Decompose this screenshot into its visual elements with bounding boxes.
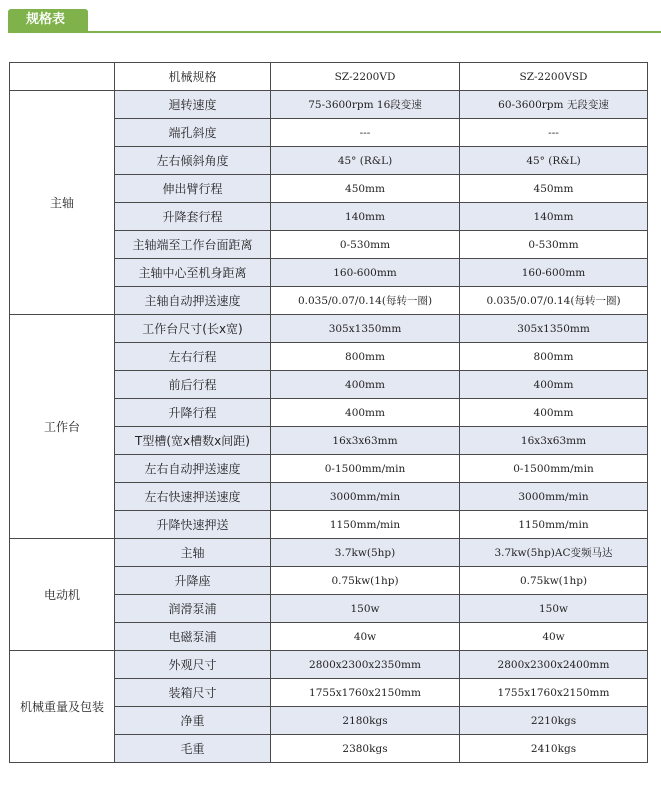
value-cell-vd: 400mm <box>271 371 460 399</box>
row-label: 迴转速度 <box>115 91 271 119</box>
value-cell-vd: 45° (R&L) <box>271 147 460 175</box>
value-cell-vd: 0.035/0.07/0.14(每转一圈) <box>271 287 460 315</box>
value-cell-vsd: 0-1500mm/min <box>460 455 648 483</box>
value-cell-vsd: 1150mm/min <box>460 511 648 539</box>
value-cell-vd: 2800x2300x2350mm <box>271 651 460 679</box>
section-divider <box>8 31 661 33</box>
value-cell-vd: 3000mm/min <box>271 483 460 511</box>
row-label: 升降套行程 <box>115 203 271 231</box>
table-row <box>10 315 648 343</box>
value-cell-vsd: 0-530mm <box>460 231 648 259</box>
value-cell-vsd: 45° (R&L) <box>460 147 648 175</box>
value-cell-vsd: 3.7kw(5hp)AC变频马达 <box>460 539 648 567</box>
value-cell-vsd: 2210kgs <box>460 707 648 735</box>
value-cell-vd: --- <box>271 119 460 147</box>
section-header <box>8 9 661 33</box>
value-cell-vsd: 0.035/0.07/0.14(每转一圈) <box>460 287 648 315</box>
table-row <box>10 539 648 567</box>
header-cell-model-vsd: SZ-2200VSD <box>460 63 648 91</box>
value-cell-vsd: --- <box>460 119 648 147</box>
table-header-row <box>10 63 648 91</box>
value-cell-vd: 400mm <box>271 399 460 427</box>
corner-cell <box>10 63 115 91</box>
value-cell-vd: 2380kgs <box>271 735 460 763</box>
row-label: 润滑泵浦 <box>115 595 271 623</box>
row-label: 毛重 <box>115 735 271 763</box>
spec-table <box>9 62 648 763</box>
row-label: 电磁泵浦 <box>115 623 271 651</box>
value-cell-vd: 16x3x63mm <box>271 427 460 455</box>
value-cell-vd: 305x1350mm <box>271 315 460 343</box>
table-row <box>10 91 648 119</box>
value-cell-vsd: 16x3x63mm <box>460 427 648 455</box>
row-label: 端孔斜度 <box>115 119 271 147</box>
value-cell-vd: 75-3600rpm 16段变速 <box>271 91 460 119</box>
header-cell-spec: 机械规格 <box>115 63 271 91</box>
row-label: 前后行程 <box>115 371 271 399</box>
row-label: 工作台尺寸(长x宽) <box>115 315 271 343</box>
row-label: 升降座 <box>115 567 271 595</box>
header-cell-model-vd: SZ-2200VD <box>271 63 460 91</box>
value-cell-vsd: 2410kgs <box>460 735 648 763</box>
value-cell-vsd: 800mm <box>460 343 648 371</box>
row-label: 升降行程 <box>115 399 271 427</box>
value-cell-vsd: 2800x2300x2400mm <box>460 651 648 679</box>
value-cell-vsd: 3000mm/min <box>460 483 648 511</box>
value-cell-vsd: 140mm <box>460 203 648 231</box>
value-cell-vd: 140mm <box>271 203 460 231</box>
table-row <box>10 651 648 679</box>
value-cell-vd: 3.7kw(5hp) <box>271 539 460 567</box>
row-label: 伸出臂行程 <box>115 175 271 203</box>
value-cell-vsd: 150w <box>460 595 648 623</box>
value-cell-vsd: 400mm <box>460 371 648 399</box>
row-label: 左右行程 <box>115 343 271 371</box>
row-label: 左右自动押送速度 <box>115 455 271 483</box>
row-label: 净重 <box>115 707 271 735</box>
group-label: 机械重量及包装 <box>10 651 115 763</box>
row-label: T型槽(宽x槽数x间距) <box>115 427 271 455</box>
value-cell-vsd: 305x1350mm <box>460 315 648 343</box>
value-cell-vd: 1755x1760x2150mm <box>271 679 460 707</box>
group-label: 电动机 <box>10 539 115 651</box>
value-cell-vsd: 40w <box>460 623 648 651</box>
value-cell-vsd: 0.75kw(1hp) <box>460 567 648 595</box>
row-label: 主轴中心至机身距离 <box>115 259 271 287</box>
value-cell-vd: 800mm <box>271 343 460 371</box>
row-label: 升降快速押送 <box>115 511 271 539</box>
value-cell-vd: 150w <box>271 595 460 623</box>
value-cell-vd: 0-530mm <box>271 231 460 259</box>
value-cell-vd: 2180kgs <box>271 707 460 735</box>
section-title: 规格表 <box>8 9 88 31</box>
row-label: 左右快速押送速度 <box>115 483 271 511</box>
value-cell-vd: 450mm <box>271 175 460 203</box>
value-cell-vsd: 450mm <box>460 175 648 203</box>
value-cell-vd: 160-600mm <box>271 259 460 287</box>
row-label: 左右倾斜角度 <box>115 147 271 175</box>
value-cell-vd: 1150mm/min <box>271 511 460 539</box>
row-label: 主轴自动押送速度 <box>115 287 271 315</box>
value-cell-vsd: 1755x1760x2150mm <box>460 679 648 707</box>
row-label: 外观尺寸 <box>115 651 271 679</box>
value-cell-vsd: 160-600mm <box>460 259 648 287</box>
value-cell-vd: 0-1500mm/min <box>271 455 460 483</box>
row-label: 主轴 <box>115 539 271 567</box>
group-label: 主轴 <box>10 91 115 315</box>
value-cell-vsd: 60-3600rpm 无段变速 <box>460 91 648 119</box>
group-label: 工作台 <box>10 315 115 539</box>
value-cell-vd: 0.75kw(1hp) <box>271 567 460 595</box>
row-label: 主轴端至工作台面距离 <box>115 231 271 259</box>
value-cell-vsd: 400mm <box>460 399 648 427</box>
value-cell-vd: 40w <box>271 623 460 651</box>
row-label: 装箱尺寸 <box>115 679 271 707</box>
